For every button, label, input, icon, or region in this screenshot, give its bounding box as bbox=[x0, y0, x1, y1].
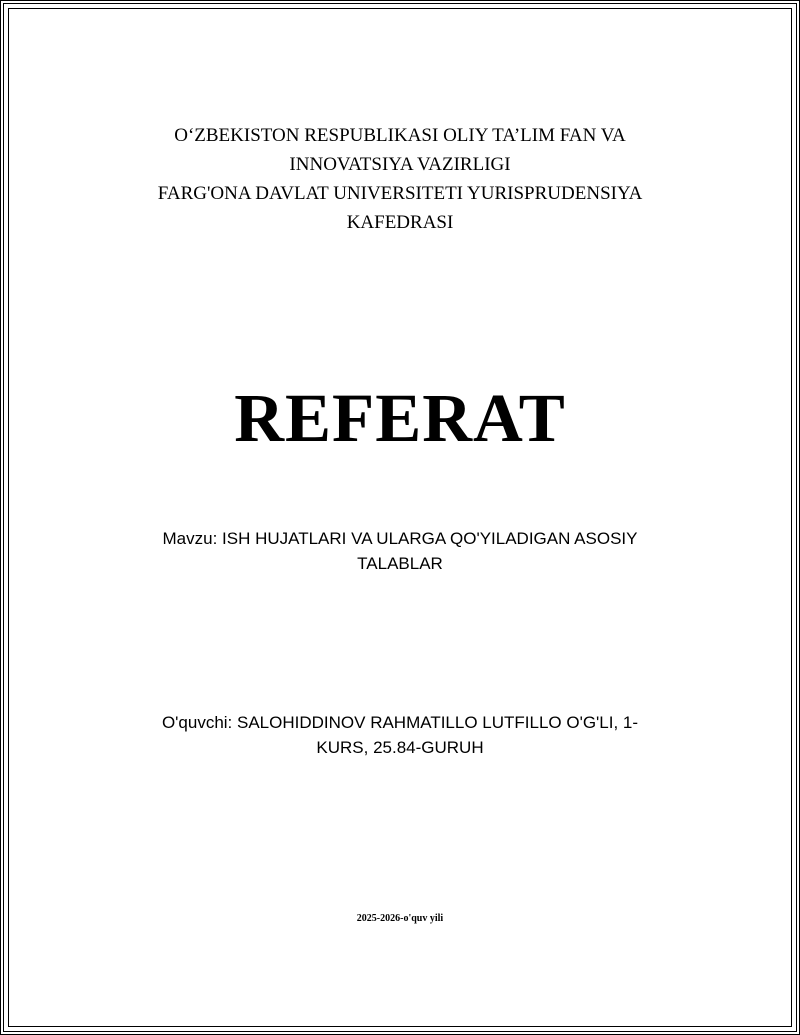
topic-line-1: Mavzu: ISH HUJATLARI VA ULARGA QO'YILADIGAN ASOSIY bbox=[162, 529, 638, 548]
header-line-4: KAFEDRASI bbox=[346, 212, 454, 233]
document-title: REFERAT bbox=[234, 380, 566, 456]
student-block bbox=[0, 710, 800, 760]
academic-year: 2025-2026-o'quv yili bbox=[356, 913, 444, 924]
student-line-2: KURS, 25.84-GURUH bbox=[316, 738, 484, 757]
header-line-1: O‘ZBEKISTON RESPUBLIKASI OLIY TA’LIM FAN VA bbox=[174, 125, 626, 146]
student-line-1: O'quvchi: SALOHIDDINOV RAHMATILLO LUTFILLO O'G'LI, 1- bbox=[161, 713, 639, 732]
institution-header bbox=[0, 121, 800, 237]
header-line-3: FARG'ONA DAVLAT UNIVERSITETI YURISPRUDENSIYA bbox=[157, 183, 643, 204]
header-line-2: INNOVATSIYA VAZIRLIGI bbox=[289, 154, 511, 175]
topic-line-2: TALABLAR bbox=[357, 554, 443, 573]
topic-block bbox=[0, 526, 800, 576]
